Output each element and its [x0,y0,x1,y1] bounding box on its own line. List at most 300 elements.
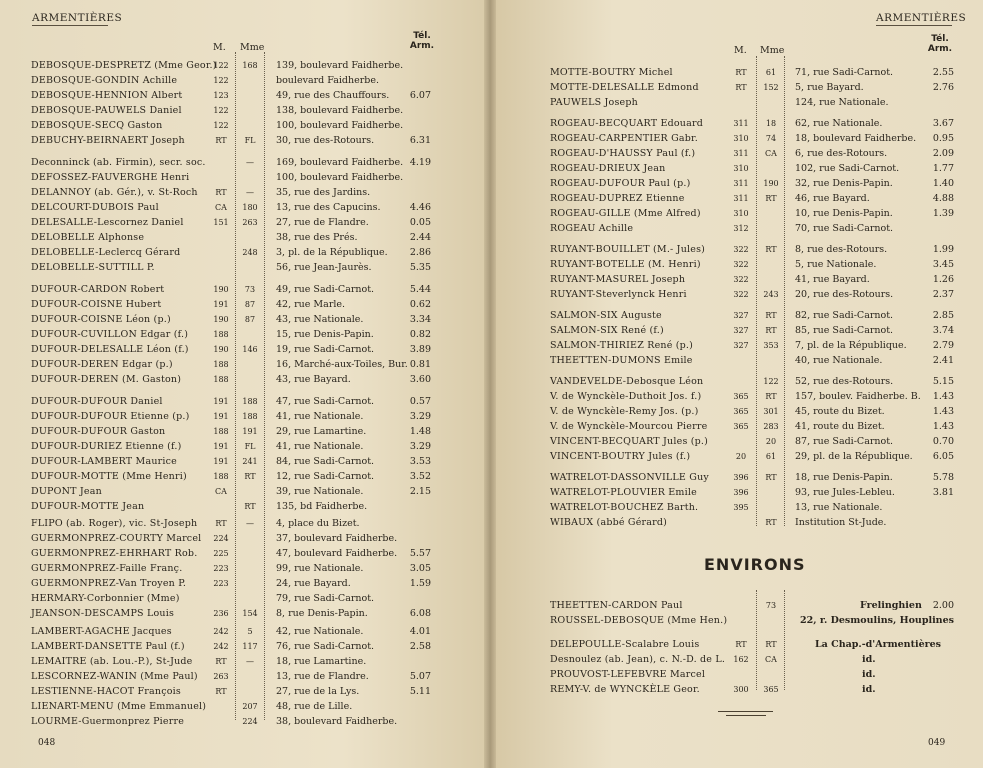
entry-name: DELCOURT-DUBOIS Paul [31,202,159,213]
entry-mme-code: RT [765,194,777,203]
entry-m-code: 322 [733,245,749,254]
entry-m-code: 122 [213,106,229,115]
entry-address: 8, rue Denis-Papin. [276,608,368,619]
right-col-tel-header: Tél. Arm. [927,34,953,54]
entry-name: ROUSSEL-DEBOSQUE (Mme Hen.) [550,615,728,626]
entry-name: V. de Wynckèle-Duthoit Jos. f.) [550,391,702,402]
entry-name: DUFOUR-CARDON Robert [31,284,165,295]
entry-address: 18, rue Denis-Papin. [795,472,893,483]
entry-name: JEANSON-DESCAMPS Louis [31,608,175,619]
entry-mme-code: — [246,158,254,167]
entry-telephone: 4.19 [409,157,431,168]
entry-name: DUFOUR-DEREN Edgar (p.) [31,359,173,370]
entry-address: 71, rue Sadi-Carnot. [795,67,894,78]
entry-telephone: 2.55 [932,67,954,78]
entry-address: 42, rue Nationale. [276,626,364,637]
entry-mme-code: 243 [763,290,779,299]
entry-mme-code: 146 [242,345,258,354]
entry-name: GUERMONPREZ-Faille Franç. [31,563,183,574]
entry-telephone: 0.62 [409,299,431,310]
entry-name: Desnoulez (ab. Jean), c. N.-D. de L. [550,654,726,665]
entry-address: 62, rue Nationale. [795,118,883,129]
entry-address: 47, rue Sadi-Carnot. [276,396,375,407]
entry-m-code: 236 [213,609,229,618]
entry-telephone: 1.43 [932,391,954,402]
entry-mme-code: — [246,657,254,666]
entry-address: 100, boulevard Faidherbe. [276,172,404,183]
entry-telephone: 5.78 [932,472,954,483]
right-page-number: 049 [928,738,946,748]
directory-entry [0,242,983,257]
entry-mme-code: RT [765,245,777,254]
entry-m-code: 151 [213,218,229,227]
entry-telephone: 6.07 [409,90,431,101]
entry-name: DUFOUR-COISNE Léon (p.) [31,314,171,325]
entry-name: PAUWELS Joseph [550,97,638,108]
entry-m-code: RT [735,640,747,649]
entry-m-code: 327 [733,341,749,350]
directory-entry [0,65,983,80]
entry-name: VANDEVELDE-Debosque Léon [550,376,704,387]
entry-name: THEETTEN-DUMONS Emile [550,355,693,366]
entry-name: DEBOSQUE-GONDIN Achille [31,75,178,86]
entry-address: 18, rue Lamartine. [276,656,367,667]
directory-entry [0,353,983,368]
entry-address: 157, boulev. Faidherbe. B. [795,391,921,402]
entry-name: DELOBELLE-SUTTILL P. [31,262,155,273]
entry-address: 3, pl. de la République. [276,247,388,258]
entry-mme-code: — [246,519,254,528]
directory-entry [0,323,983,338]
entry-address: 124, rue Nationale. [795,97,889,108]
entry-telephone: 2.58 [409,641,431,652]
left-col-mme-header: Mme [240,42,265,53]
left-col-tel-header: Tél. Arm. [409,31,435,51]
entry-telephone: 5.15 [932,376,954,387]
entry-name: LAMBERT-AGACHE Jacques [31,626,172,637]
entry-m-code: 224 [213,534,229,543]
entry-address: 47, boulevard Faidherbe. [276,548,398,559]
entry-name: DUFOUR-MOTTE (Mme Henri) [31,471,187,482]
entry-address: 41, rue Nationale. [276,441,364,452]
directory-entry [0,419,983,434]
entry-address: 13, rue Nationale. [795,502,883,513]
entry-address: 41, rue Bayard. [795,274,870,285]
entry-m-code: 162 [733,655,749,664]
entry-address: 5, rue Bayard. [795,82,864,93]
entry-telephone: 3.34 [409,314,431,325]
directory-entry [0,500,983,515]
entry-m-code: 20 [735,452,747,461]
entry-name: WATRELOT-BOUCHEZ Barth. [550,502,699,513]
entry-name: DEBUCHY-BEIRNAERT Joseph [31,135,185,146]
entry-telephone: 0.82 [409,329,431,340]
entry-telephone: 1.40 [932,178,954,189]
entry-name: WIBAUX (abbé Gérard) [550,517,668,528]
entry-telephone: 2.41 [932,355,954,366]
entry-name: DUFOUR-LAMBERT Maurice [31,456,177,467]
entry-mme-code: 180 [242,203,258,212]
directory-entry [0,714,983,729]
entry-address: 7, pl. de la République. [795,340,907,351]
entry-name: LIENART-MENU (Mme Emmanuel) [31,701,207,712]
entry-mme-code: 152 [763,83,779,92]
entry-address: 49, rue Sadi-Carnot. [276,284,375,295]
entry-name: RUYANT-BOUILLET (M.- Jules) [550,244,706,255]
entry-mme-code: 5 [247,627,253,636]
entry-address: 15, rue Denis-Papin. [276,329,374,340]
entry-address: 5, rue Nationale. [795,259,877,270]
entry-m-code: 365 [733,392,749,401]
entry-m-code: 311 [733,119,749,128]
entry-address: 45, route du Bizet. [795,406,885,417]
entry-telephone: 3.81 [932,487,954,498]
directory-entry [0,206,983,221]
entry-address: 10, rue Denis-Papin. [795,208,893,219]
entry-m-code: 311 [733,194,749,203]
entry-mme-code: 188 [242,397,258,406]
entry-m-code: 396 [733,473,749,482]
entry-telephone: 5.44 [409,284,431,295]
entry-name: DEBOSQUE-DESPRETZ (Mme Geor.) [31,60,217,71]
entry-m-code: RT [215,687,227,696]
entry-name: ROGEAU-D'HAUSSY Paul (f.) [550,148,696,159]
entry-address: 42, rue Marle. [276,299,346,310]
entry-mme-code: RT [765,326,777,335]
entry-address: 18, boulevard Faidherbe. [795,133,917,144]
entry-m-code: 365 [733,407,749,416]
entry-mme-code: RT [244,502,256,511]
entry-telephone: 5.07 [409,671,431,682]
entry-mme-code: 18 [765,119,777,128]
entry-name: ROGEAU-DUFOUR Paul (p.) [550,178,691,189]
entry-address: 48, rue de Lille. [276,701,353,712]
entry-address: 13, rue des Capucins. [276,202,381,213]
entry-telephone: 0.05 [409,217,431,228]
entry-name: VINCENT-BOUTRY Jules (f.) [550,451,691,462]
directory-entry [0,485,983,500]
directory-entry [0,80,983,95]
directory-entry [0,434,983,449]
entry-m-code: 322 [733,290,749,299]
entry-telephone: 3.74 [932,325,954,336]
entry-telephone: 6.08 [409,608,431,619]
entry-telephone: 3.45 [932,259,954,270]
entry-mme-code: CA [765,149,777,158]
entry-name: DUFOUR-DUFOUR Daniel [31,396,163,407]
entry-address: 169, boulevard Faidherbe. [276,157,404,168]
entry-m-code: 191 [213,397,229,406]
entry-mme-code: 117 [242,642,258,651]
entry-mme-code: 87 [244,300,256,309]
entry-m-code: 242 [213,642,229,651]
entry-name: ROGEAU-GILLE (Mme Alfred) [550,208,701,219]
entry-m-code: 190 [213,315,229,324]
entry-telephone: 3.05 [409,563,431,574]
entry-mme-code: 73 [765,601,777,610]
entry-address: 93, rue Jules-Lebleu. [795,487,895,498]
entry-m-code: 190 [213,345,229,354]
directory-entry [0,561,983,576]
directory-entry [0,699,983,714]
entry-mme-code: 190 [763,179,779,188]
entry-address: 29, rue Lamartine. [276,426,367,437]
entry-m-code: 365 [733,422,749,431]
entry-name: DEBOSQUE-SECQ Gaston [31,120,163,131]
entry-address: Institution St-Jude. [795,517,887,528]
entry-m-code: 191 [213,442,229,451]
entry-telephone: 3.29 [409,411,431,422]
entry-mme-code: RT [765,518,777,527]
entry-name: RUYANT-BOTELLE (M. Henri) [550,259,701,270]
entry-address: id. [862,684,876,695]
entry-name: DELOBELLE Alphonse [31,232,145,243]
entry-telephone: 2.79 [932,340,954,351]
entry-name: WATRELOT-PLOUVIER Emile [550,487,697,498]
entry-mme-code: 207 [242,702,258,711]
directory-entry [0,667,983,682]
entry-address: Frelinghien [860,600,922,611]
entry-address: 76, rue Sadi-Carnot. [276,641,375,652]
entry-name: DUFOUR-DUFOUR Gaston [31,426,166,437]
entry-mme-code: 224 [242,717,258,726]
directory-entry [0,338,983,353]
entry-m-code: 300 [733,685,749,694]
entry-address: 16, Marché-aux-Toiles, Bur. [276,359,408,370]
entry-address: id. [862,669,876,680]
closing-rule [718,711,773,712]
entry-name: DEBOSQUE-HENNION Albert [31,90,183,101]
entry-name: DUFOUR-DUFOUR Etienne (p.) [31,411,190,422]
entry-mme-code: 87 [244,315,256,324]
directory-entry [0,161,983,176]
entry-telephone: 2.86 [409,247,431,258]
entry-name: GUERMONPREZ-COURTY Marcel [31,533,202,544]
entry-telephone: 0.81 [409,359,431,370]
entry-mme-code: 168 [242,61,258,70]
entry-address: 41, route du Bizet. [795,421,885,432]
entry-address: 22, r. Desmoulins, Houplines [800,615,954,626]
entry-address: 102, rue Sadi-Carnot. [795,163,900,174]
right-col-m-header: M. [734,45,747,56]
entry-m-code: 188 [213,472,229,481]
directory-entry [0,308,983,323]
entry-address: 99, rue Nationale. [276,563,364,574]
entry-telephone: 0.95 [932,133,954,144]
entry-address: 29, pl. de la République. [795,451,913,462]
entry-address: 35, rue des Jardins. [276,187,371,198]
entry-address: 52, rue des-Rotours. [795,376,894,387]
directory-entry [0,287,983,302]
directory-entry [0,131,983,146]
entry-telephone: 4.01 [409,626,431,637]
entry-name: DELANNOY (ab. Gér.), v. St-Roch [31,187,198,198]
entry-name: LAMBERT-DANSETTE Paul (f.) [31,641,185,652]
entry-name: DELEPOULLE-Scalabre Louis [550,639,700,650]
entry-address: 41, rue Nationale. [276,411,364,422]
left-header-rule [32,25,108,26]
entry-m-code: 122 [213,121,229,130]
entry-m-code: 310 [733,209,749,218]
entry-address: 56, rue Jean-Jaurès. [276,262,372,273]
directory-entry [0,576,983,591]
entry-name: PROUVOST-LEFEBVRE Marcel [550,669,706,680]
entry-telephone: 2.00 [932,600,954,611]
entry-m-code: 242 [213,627,229,636]
entry-telephone: 3.89 [409,344,431,355]
entry-name: V. de Wynckèle-Mourcou Pierre [550,421,708,432]
entry-name: REMY-V. de WYNCKÈLE Geor. [550,684,700,695]
entry-name: GUERMONPREZ-EHRHART Rob. [31,548,198,559]
entry-m-code: 223 [213,564,229,573]
entry-telephone: 2.15 [409,486,431,497]
entry-telephone: 2.09 [932,148,954,159]
entry-telephone: 5.57 [409,548,431,559]
entry-mme-code: RT [244,472,256,481]
entry-telephone: 0.70 [932,436,954,447]
entry-name: V. de Wynckèle-Remy Jos. (p.) [550,406,699,417]
entry-m-code: RT [735,83,747,92]
entry-address: 49, rue des Chauffours. [276,90,390,101]
entry-m-code: 263 [213,672,229,681]
directory-entry [0,374,983,389]
entry-name: ROGEAU-CARPENTIER Gabr. [550,133,698,144]
entry-name: DUPONT Jean [31,486,102,497]
entry-m-code: 310 [733,134,749,143]
entry-address: 138, boulevard Faidherbe. [276,105,404,116]
entry-telephone: 4.88 [932,193,954,204]
entry-address: 38, rue des Prés. [276,232,358,243]
entry-telephone: 2.37 [932,289,954,300]
entry-mme-code: 248 [242,248,258,257]
entry-address: 24, rue Bayard. [276,578,351,589]
entry-address: 39, rue Nationale. [276,486,364,497]
directory-entry [0,116,983,131]
directory-entry [0,257,983,272]
entry-telephone: 1.59 [409,578,431,589]
entry-telephone: 2.44 [409,232,431,243]
directory-entry [0,531,983,546]
entry-name: VINCENT-BECQUART Jules (p.) [550,436,709,447]
left-col-m-header: M. [213,42,226,53]
directory-entry [0,449,983,464]
entry-mme-code: 365 [763,685,779,694]
entry-mme-code: 191 [242,427,258,436]
entry-telephone: 1.26 [932,274,954,285]
entry-mme-code: 20 [765,437,777,446]
entry-mme-code: 188 [242,412,258,421]
entry-m-code: 310 [733,164,749,173]
entry-address: id. [862,654,876,665]
entry-address: 87, rue Sadi-Carnot. [795,436,894,447]
entry-name: Deconninck (ab. Firmin), secr. soc. [31,157,206,168]
entry-mme-code: FL [244,442,256,451]
directory-entry [0,191,983,206]
right-page-header: ARMENTIÈRES [876,12,967,24]
directory-entry [0,389,983,404]
entry-address: 38, boulevard Faidherbe. [276,716,398,727]
entry-m-code: 191 [213,412,229,421]
entry-address: 4, place du Bizet. [276,518,360,529]
entry-telephone: 3.67 [932,118,954,129]
entry-address: 12, rue Sadi-Carnot. [276,471,375,482]
entry-mme-code: RT [765,640,777,649]
entry-m-code: 188 [213,330,229,339]
closing-rule-short [726,715,766,716]
entry-telephone: 1.43 [932,421,954,432]
entry-m-code: RT [735,68,747,77]
entry-mme-code: 74 [765,134,777,143]
entry-mme-code: 241 [242,457,258,466]
entry-name: THEETTEN-CARDON Paul [550,600,683,611]
entry-address: 6, rue des-Rotours. [795,148,888,159]
entry-address: 135, bd Faidherbe. [276,501,368,512]
entry-m-code: 311 [733,179,749,188]
entry-address: La Chap.-d'Armentières [815,639,942,650]
entry-address: 30, rue des-Rotours. [276,135,375,146]
entry-telephone: 5.11 [409,686,431,697]
entry-name: FLIPO (ab. Roger), vic. St-Joseph [31,518,198,529]
entry-telephone: 2.76 [932,82,954,93]
directory-entry [0,613,983,628]
entry-m-code: 311 [733,149,749,158]
entry-m-code: CA [215,487,227,496]
entry-name: GUERMONPREZ-Van Troyen P. [31,578,187,589]
entry-telephone: 4.46 [409,202,431,213]
entry-m-code: 122 [213,76,229,85]
entry-telephone: 1.39 [932,208,954,219]
directory-entry [0,470,983,485]
entry-name: HERMARY-Corbonnier (Mme) [31,593,180,604]
entry-m-code: 225 [213,549,229,558]
entry-name: DUFOUR-MOTTE Jean [31,501,145,512]
entry-mme-code: 283 [763,422,779,431]
entry-name: SALMON-SIX Auguste [550,310,662,321]
entry-address: 46, rue Bayard. [795,193,870,204]
entry-m-code: 396 [733,488,749,497]
entry-m-code: RT [215,188,227,197]
entry-telephone: 1.99 [932,244,954,255]
entry-mme-code: CA [765,655,777,664]
entry-m-code: 191 [213,300,229,309]
entry-telephone: 0.57 [409,396,431,407]
directory-entry [0,652,983,667]
entry-name: SALMON-THIRIEZ René (p.) [550,340,694,351]
entry-telephone: 5.35 [409,262,431,273]
entry-m-code: 188 [213,375,229,384]
entry-m-code: CA [215,203,227,212]
entry-name: WATRELOT-DASSONVILLE Guy [550,472,709,483]
entry-name: LESTIENNE-HACOT François [31,686,181,697]
entry-mme-code: 263 [242,218,258,227]
entry-name: LOURME-Guermonprez Pierre [31,716,185,727]
entry-mme-code: 301 [763,407,779,416]
entry-address: 32, rue Denis-Papin. [795,178,893,189]
entry-address: 27, rue de Flandre. [276,217,369,228]
entry-mme-code: RT [765,392,777,401]
entry-m-code: 322 [733,260,749,269]
entry-m-code: 327 [733,311,749,320]
entry-address: 84, rue Sadi-Carnot. [276,456,375,467]
entry-m-code: RT [215,136,227,145]
entry-telephone: 6.31 [409,135,431,146]
entry-m-code: RT [215,519,227,528]
left-page-number: 048 [38,738,56,748]
entry-mme-code: RT [765,473,777,482]
directory-entry [0,637,983,652]
entry-name: ROGEAU-BECQUART Edouard [550,118,704,129]
entry-m-code: 312 [733,224,749,233]
